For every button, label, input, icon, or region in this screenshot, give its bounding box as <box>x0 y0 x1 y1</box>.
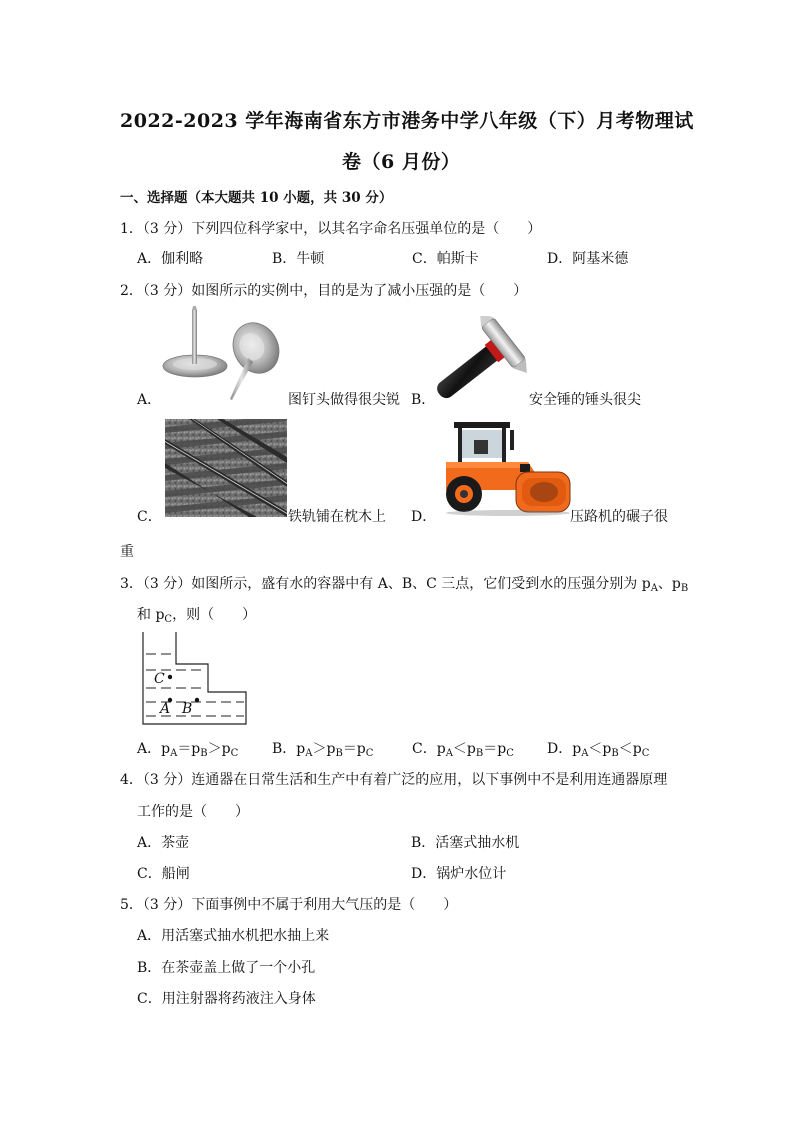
separator: 、p <box>657 576 681 592</box>
opt-sub: B <box>200 748 208 759</box>
question-4-option-d: D．锅炉水位计 <box>411 866 507 882</box>
question-1-option-c: C．帕斯卡 <box>412 251 479 267</box>
opt-sub: C <box>365 748 374 759</box>
question-2-option-a-text: 图钉头做得很尖锐 <box>288 392 400 408</box>
opt-text: ＝p <box>177 741 201 757</box>
question-4-stem-line1: 4．（3 分）连通器在日常生活和生产中有着广泛的应用，以下事例中不是利用连通器原理 <box>120 772 668 788</box>
road-roller-image <box>436 420 572 516</box>
question-2-option-d-letter: D． <box>411 509 437 525</box>
question-3-option-b <box>272 738 373 759</box>
opt-sub: C <box>230 748 239 759</box>
question-4-option-a: A．茶壶 <box>137 835 190 851</box>
opt-text: D．p <box>547 741 582 757</box>
question-5-option-b: B．在茶壶盖上做了一个小孔 <box>137 960 316 976</box>
question-3-option-c <box>412 738 514 759</box>
question-4-option-b: B．活塞式抽水机 <box>411 835 520 851</box>
question-3-stem-text: 3．（3 分）如图所示，盛有水的容器中有 A、B、C 三点，它们受到水的压强分别为 p <box>120 576 651 592</box>
question-1-stem: 1．（3 分）下列四位科学家中，以其名字命名压强单位的是（ ） <box>120 221 542 237</box>
railway-track-image <box>165 419 287 517</box>
opt-text: ＝p <box>483 741 507 757</box>
opt-sub: C <box>641 748 650 759</box>
question-5-option-a: A．用活塞式抽水机把水抽上来 <box>137 928 330 944</box>
sub-b: B <box>680 583 689 594</box>
opt-text: A．p <box>137 741 171 757</box>
sub-c: C <box>164 614 173 625</box>
hammer-image <box>432 316 532 406</box>
point-a-label: A <box>160 701 171 717</box>
question-2-option-b-letter: B． <box>411 392 436 408</box>
section-heading: 一、选择题（本大题共 10 小题，共 30 分） <box>120 190 393 206</box>
opt-sub: A <box>445 748 453 759</box>
point-b-label: B <box>182 701 193 717</box>
opt-sub: A <box>581 748 589 759</box>
question-3-line2-pre: 和 p <box>137 607 165 623</box>
question-4-stem-line2: 工作的是（ ） <box>137 804 249 820</box>
question-3-stem-line2 <box>137 604 256 625</box>
question-3-option-a <box>137 738 238 759</box>
question-2-option-d-text-cont: 重 <box>120 544 134 560</box>
opt-sub: B <box>611 748 619 759</box>
question-3-stem-line1 <box>120 573 688 594</box>
opt-sub: B <box>475 748 484 759</box>
opt-sub: B <box>335 748 343 759</box>
question-1-option-d: D．阿基米德 <box>547 251 629 267</box>
sub-a: A <box>650 583 658 594</box>
thumbtack-image <box>162 306 288 402</box>
question-3-line2-post: ，则（ ） <box>172 607 257 623</box>
opt-sub: A <box>170 748 178 759</box>
exam-title-line2: 卷（6 月份） <box>342 151 461 173</box>
opt-text: ＞p <box>207 741 231 757</box>
question-3-option-d <box>547 738 649 759</box>
point-c-label: C <box>154 671 165 687</box>
question-5-stem: 5．（3 分）下面事例中不属于利用大气压的是（ ） <box>120 897 458 913</box>
question-2-option-d-text: 压路机的碾子很 <box>570 509 668 525</box>
question-2-option-a-letter: A． <box>137 392 162 408</box>
question-2-option-c-letter: C． <box>137 509 162 525</box>
question-2-stem: 2．（3 分）如图所示的实例中，目的是为了减小压强的是（ ） <box>120 283 528 299</box>
exam-title-line1: 2022-2023 学年海南省东方市港务中学八年级（下）月考物理试 <box>120 110 694 132</box>
opt-text: ＜p <box>618 741 642 757</box>
question-2-option-b-text: 安全锤的锤头很尖 <box>529 392 641 408</box>
question-5-option-c: C．用注射器将药液注入身体 <box>137 991 316 1007</box>
opt-sub: C <box>506 748 514 759</box>
opt-text: ＜p <box>588 741 612 757</box>
question-1-option-a: A．伽利略 <box>137 251 204 267</box>
question-1-option-b: B．牛顿 <box>272 251 325 267</box>
opt-text: B．p <box>272 741 306 757</box>
opt-text: ＞p <box>312 741 336 757</box>
opt-sub: A <box>305 748 313 759</box>
opt-text: ＝p <box>342 741 366 757</box>
opt-text: C．p <box>412 741 446 757</box>
opt-text: ＜p <box>452 741 476 757</box>
question-4-option-c: C．船闸 <box>137 866 190 882</box>
question-2-option-c-text: 铁轨铺在枕木上 <box>288 509 386 525</box>
water-container-diagram <box>140 632 250 728</box>
